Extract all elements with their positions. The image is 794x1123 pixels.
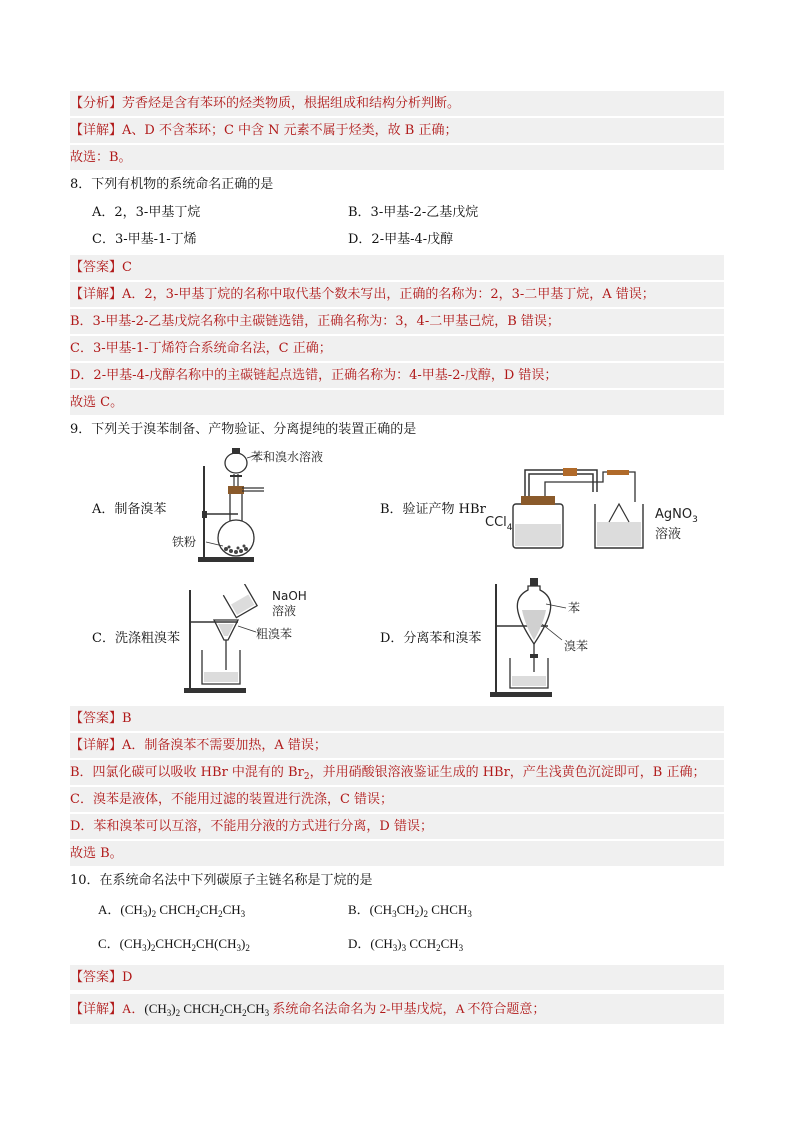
detail-tag: 【详解】: [70, 287, 123, 302]
label-benzene-bromine-water: 苯和溴水溶液: [251, 450, 324, 464]
analysis-tag: 【分析】: [70, 96, 123, 111]
q10-option-a: A．$(CH_3)_2$ $CHCH_2CH_2CH_3$: [98, 902, 246, 919]
q9-choose: 故选 B。: [70, 841, 724, 866]
q10-stem: 10．在系统命名法中下列碳原子主链名称是丁烷的是: [70, 873, 373, 888]
q9-option-c: C．洗涤粗溴苯: [92, 631, 180, 646]
q9-option-a: A．制备溴苯: [92, 502, 167, 517]
q9-option-d: D．分离苯和溴苯: [380, 631, 482, 646]
q8-detail-b: B．3-甲基-2-乙基戊烷名称中主碳链选错，正确名称为：3，4-二甲基己烷，B 错误；: [70, 309, 724, 334]
detail-b-pre: B．四氯化碳可以吸收 HBr 中混有的 Br: [70, 765, 304, 780]
q9-answer-line: [70, 706, 724, 731]
analysis-text: 芳香烃是含有苯环的烃类物质，根据组成和结构分析判断。: [122, 96, 461, 111]
q8-option-c: C．3-甲基-1-丁烯: [92, 232, 197, 247]
answer-value: C: [122, 260, 132, 275]
label-ccl4: CCl$_4$: [485, 515, 513, 533]
q10-option-d: D．$(CH_3)_3$ $CCH_2CH_3$: [348, 936, 464, 953]
detail-b-sub: 2: [303, 772, 310, 782]
detail-b-post: ，并用硝酸银溶液鉴证生成的 HBr，产生浅黄色沉淀即可，B 正确；: [309, 765, 706, 780]
answer-tag: 【答案】: [70, 711, 123, 726]
q8-detail-d: D．2-甲基-4-戊醇名称中的主碳链起点选错，正确名称为：4-甲基-2-戊醇，D 错误；: [70, 363, 724, 388]
label-bromobenzene: 溴苯: [564, 639, 589, 653]
choose-text: 故选：B。: [70, 150, 132, 165]
detail-tag: 【详解】: [70, 123, 123, 138]
label-iron-powder: 铁粉: [172, 535, 197, 549]
q8-detail-c: C．3-甲基-1-丁烯符合系统命名法，C 正确；: [70, 336, 724, 361]
apparatus-c-figure: [180, 584, 330, 696]
label-crude-bromobenzene: 粗溴苯: [256, 627, 293, 641]
q10-option-b: B．$(CH_3CH_2)_2$ $CHCH_3$: [348, 902, 472, 919]
apparatus-a-figure: [168, 446, 348, 568]
label-solution: 溶液: [655, 527, 682, 542]
q7-analysis-line: [70, 91, 724, 116]
q7-detail-line: [70, 118, 724, 143]
q9-detail-a: [70, 733, 724, 758]
q10-option-c: C．$(CH_3)_2CHCH_2CH(CH_3)_2$: [98, 936, 250, 953]
q8-option-d: D．2-甲基-4-戊醇: [348, 232, 454, 247]
q9-detail-d: D．苯和溴苯可以互溶，不能用分液的方式进行分离，D 错误；: [70, 814, 724, 839]
q8-option-b: B．3-甲基-2-乙基戊烷: [348, 205, 479, 220]
q8-answer-line: [70, 255, 724, 280]
detail-text: A、D 不含苯环；C 中含 N 元素不属于烃类，故 B 正确；: [122, 123, 458, 138]
q8-detail-a: [70, 282, 724, 307]
answer-value: B: [122, 711, 132, 726]
detail-text: 系统命名法命名为 2-甲基戊烷，A 不符合题意；: [272, 1001, 546, 1016]
q8-stem: 8．下列有机物的系统命名正确的是: [70, 177, 274, 192]
q10-answer-line: [70, 965, 724, 990]
q7-choose-line: [70, 145, 724, 170]
q8-option-a: A．2，3-甲基丁烷: [92, 205, 201, 220]
apparatus-d-figure: [486, 574, 606, 700]
q9-option-b: B．验证产物 HBr: [380, 502, 486, 517]
q9-detail-c: C．溴苯是液体，不能用过滤的装置进行洗涤，C 错误；: [70, 787, 724, 812]
answer-value: D: [122, 970, 133, 985]
detail-text: A．制备溴苯不需要加热，A 错误；: [122, 738, 327, 753]
detail-tag: 【详解】: [70, 738, 123, 753]
detail-text: A．2，3-甲基丁烷的名称中取代基个数未写出，正确的名称为：2，3-二甲基丁烷，A 错误；: [122, 287, 655, 302]
q10-detail-a: 【详解】A．$(CH_3)_2$ $CHCH_2CH_2CH_3$ 系统命名法命名为 2-甲基戊烷，A 不符合题意；: [70, 994, 724, 1024]
label-agno3: AgNO$_3$: [655, 507, 698, 525]
q9-stem: 9．下列关于溴苯制备、产物验证、分离提纯的装置正确的是: [70, 422, 417, 437]
q8-choose: 故选 C。: [70, 390, 724, 415]
answer-tag: 【答案】: [70, 260, 123, 275]
q9-detail-b: [70, 760, 724, 785]
detail-tag: 【详解】: [70, 1001, 123, 1016]
label-benzene: 苯: [568, 601, 581, 615]
answer-tag: 【答案】: [70, 970, 123, 985]
label-solution: 溶液: [272, 604, 297, 618]
apparatus-b-figure: [485, 462, 725, 550]
label-naoh: NaOH: [272, 589, 307, 603]
